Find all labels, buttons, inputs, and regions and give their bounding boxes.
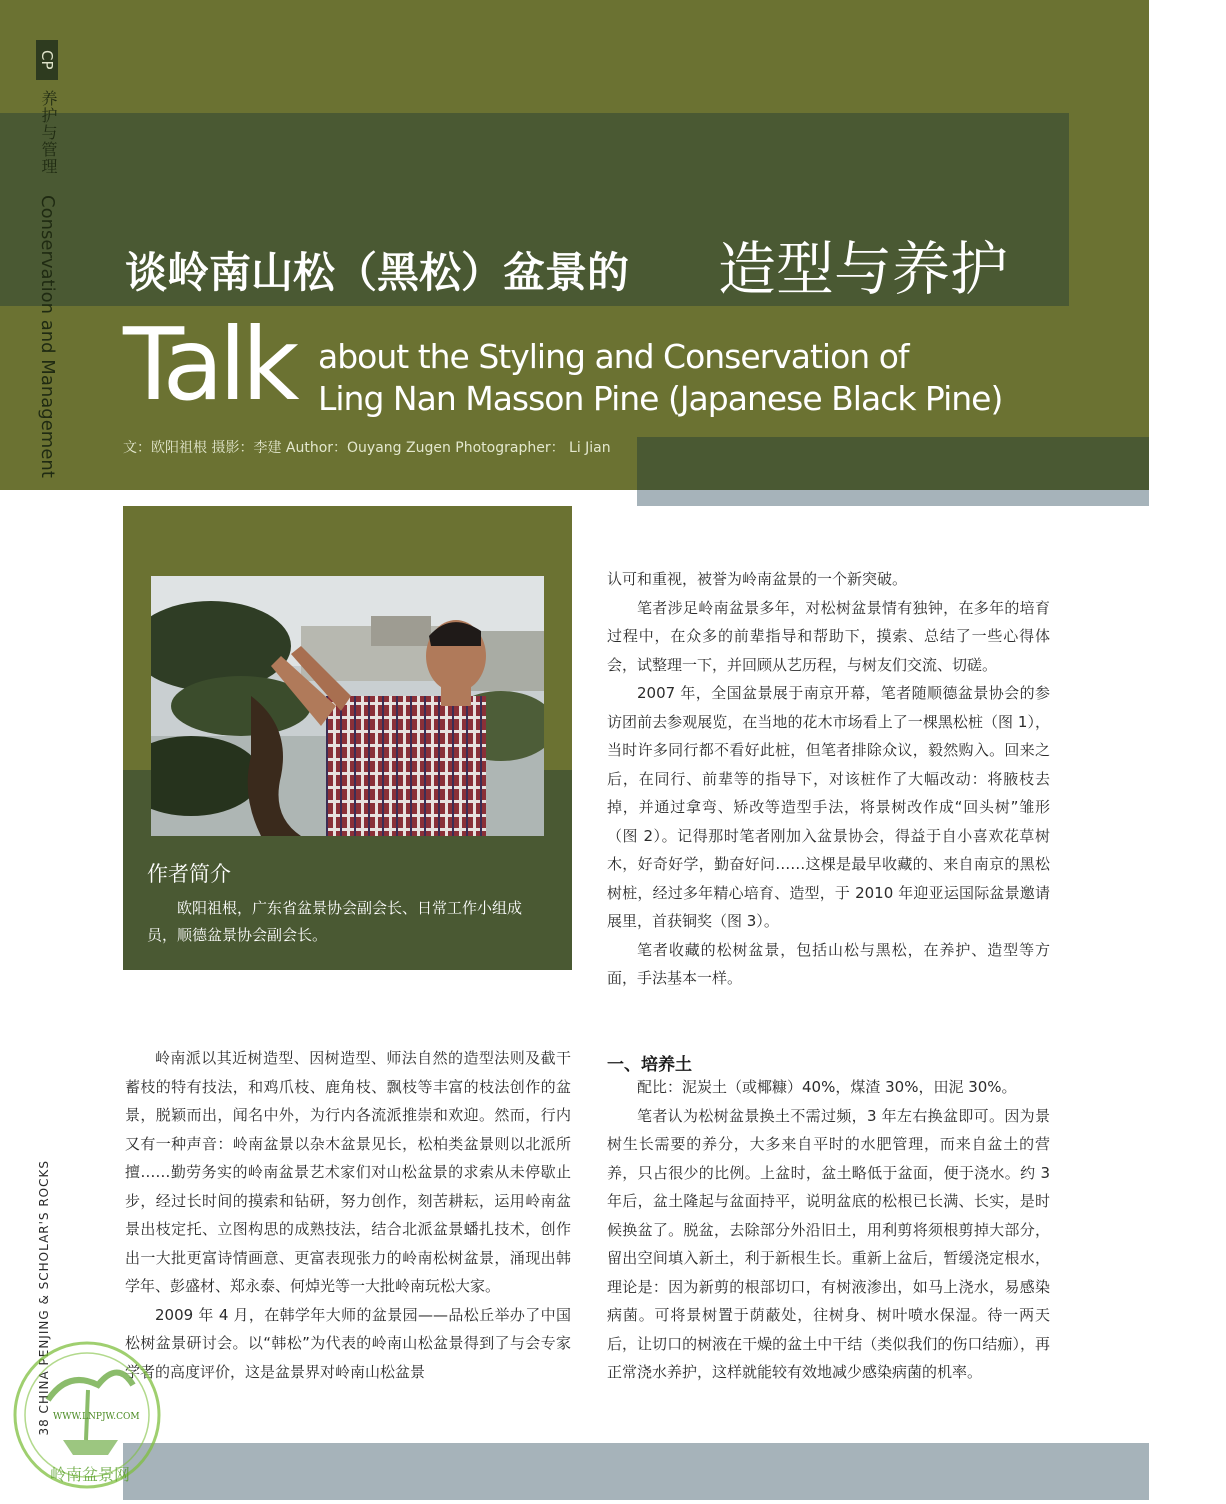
byline: 文：欧阳祖根 摄影：李建 Author：Ouyang Zugen Photographer： Li Jian <box>123 440 611 456</box>
section-code: CP <box>36 40 58 80</box>
byline-band <box>637 437 1149 490</box>
watermark-url: WWW.LNPJW.COM <box>53 1412 140 1422</box>
title-en-line1: about the Styling and Conservation of <box>318 337 909 376</box>
author-box-title: 作者简介 <box>147 862 231 886</box>
author-photo <box>151 576 544 836</box>
paragraph: 2007 年，全国盆景展于南京开幕，笔者随顺德盆景协会的参访团前去参观展览，在当地的花木市场看上了一棵黑松桩（图 1），当时许多同行都不看好此桩，但笔者排除众议，毅然购入。回来之后，在同行、前辈等的指导下，对该桩作了大幅改动：将腋枝去掉，并通过拿弯、矫改等造型手法，将景树改作成“回头树”雏形（图 2）。记得那时笔者刚加入盆景协会，得益于自小喜欢花草树木，好奇好学，勤奋好问……这棵是最早收藏的、来自南京的黑松树桩，经过多年精心培育、造型，于 2010 年迎亚运国际盆景邀请展里，首获铜奖（图 3）。 <box>607 684 1050 930</box>
article-title-cn: 谈岭南山松（黑松）盆景的 <box>125 248 630 297</box>
right-column <box>607 565 1050 993</box>
article-title-en <box>318 336 1002 420</box>
title-en-line2: Ling Nan Masson Pine (Japanese Black Pine) <box>318 379 1003 418</box>
paragraph: 2009 年 4 月，在韩学年大师的盆景园——品松丘举办了中国松树盆景研讨会。以“韩松”为代表的岭南山松盆景得到了与会专家学者的高度评价，这是盆景界对岭南山松盆景 <box>125 1305 571 1381</box>
footer-bar <box>123 1443 1149 1500</box>
section-label-cn: 养护与管理 <box>39 90 58 175</box>
author-box-text: 欧阳祖根，广东省盆景协会副会长、日常工作小组成员，顺德盆景协会副会长。 <box>147 899 523 944</box>
article-title-en-big: Talk <box>123 306 295 423</box>
paragraph: 配比：泥炭土（或椰糠）40%，煤渣 30%，田泥 30%。 <box>637 1078 1017 1096</box>
section-body <box>607 1073 1050 1387</box>
paragraph: 笔者收藏的松树盆景，包括山松与黑松，在养护、造型等方面，手法基本一样。 <box>607 940 1050 987</box>
section-heading: 一、培养土 <box>607 1055 692 1075</box>
page-number: 38 <box>37 1418 51 1436</box>
paragraph: 笔者涉足岭南盆景多年，对松树盆景情有独钟，在多年的培育过程中，在众多的前辈指导和帮助下，摸索、总结了一些心得体会，试整理一下，并回顾从艺历程，与树友们交流、切磋。 <box>607 598 1050 674</box>
magazine-name: CHINA PENJING & SCHOLAR'S ROCKS <box>37 1160 51 1414</box>
page-margin <box>1149 0 1226 1500</box>
watermark-name: 岭南盆景网 <box>50 1465 131 1484</box>
paragraph: 岭南派以其近树造型、因树造型、师法自然的造型法则及截干蓄枝的特有技法，和鸡爪枝、鹿角枝、飘枝等丰富的枝法创作的盆景，脱颖而出，闻名中外，为行内各流派推崇和欢迎。然而，行内又有一种声音：岭南盆景以杂木盆景见长，松柏类盆景则以北派所擅……勤劳务实的岭南盆景艺术家们对山松盆景的求索从未停歇止步，经过长时间的摸索和钻研，努力创作，刻苦耕耘，运用岭南盆景出枝定托、立图构思的成熟技法，结合北派盆景蟠扎技术，创作出一大批更富诗情画意、更富表现张力的岭南松树盆景，涌现出韩学年、彭盛材、郑永泰、何焯光等一大批岭南玩松大家。 <box>125 1049 571 1295</box>
left-column <box>125 1044 571 1386</box>
paragraph: 笔者认为松树盆景换土不需过频，3 年左右换盆即可。因为景树生长需要的养分，大多来自平时的水肥管理，而来自盆土的营养，只占很少的比例。上盆时，盆土略低于盆面，便于浇水。约 3 年后，盆土隆起与盆面持平，说明盆底的松根已长满、长实，是时候换盆了。脱盆，去除部分外沿旧土，用利剪将须根剪掉大部分，留出空间填入新土，利于新根生长。重新上盆后，暂缓浇定根水，理论是：因为新剪的根部切口，有树液渗出，如马上浇水，易感染病菌。可将景树置于荫蔽处，往树身、树叶喷水保湿。待一两天后，让切口的树液在干燥的盆土中干结（类似我们的伤口结痂），再正常浇水养护，这样就能较有效地减少感染病菌的机率。 <box>607 1106 1050 1381</box>
article-title-cn-light: 造型与养护 <box>718 235 1009 303</box>
header-accent-bar <box>637 490 1149 506</box>
paragraph: 认可和重视，被誉为岭南盆景的一个新突破。 <box>607 570 908 588</box>
section-label-en: Conservation and Management <box>37 195 58 478</box>
watermark-logo <box>8 1330 166 1500</box>
